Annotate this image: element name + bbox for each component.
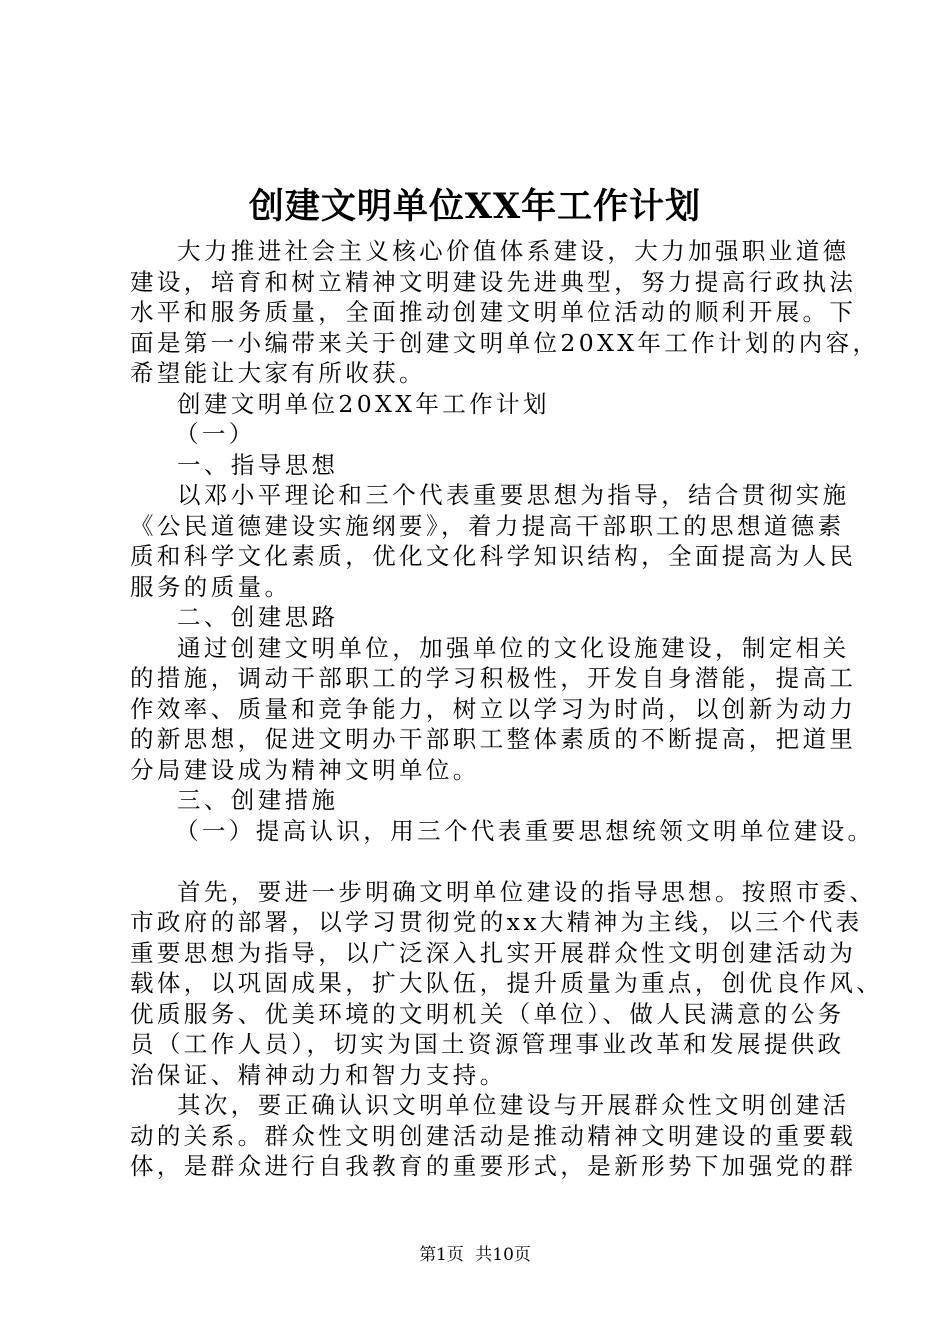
document-body — [130, 236, 884, 1182]
paragraph-line: 建设，培育和树立精神文明建设先进典型，努力提高行政执法 — [130, 267, 857, 296]
paragraph-line: 治保证、精神动力和智力支持。 — [130, 1060, 507, 1089]
paragraph-line: 通过创建文明单位，加强单位的文化设施建设，制定相关 — [177, 633, 850, 662]
paragraph-line: 员（工作人员），切实为国土资源管理事业改革和发展提供政 — [130, 1030, 845, 1058]
paragraph-line: 作效率、质量和竞争能力，树立以学习为时尚，以创新为动力 — [130, 694, 857, 723]
paragraph-line: 市政府的部署，以学习贯彻党的xx大精神为主线，以三个代表 — [130, 908, 863, 936]
section-heading: 三、创建措施 — [177, 786, 339, 814]
paragraph-line: 服务的质量。 — [130, 572, 292, 601]
paragraph-line: 分局建设成为精神文明单位。 — [130, 755, 480, 784]
paragraph-line: 首先，要进一步明确文明单位建设的指导思想。按照市委、 — [177, 877, 877, 906]
paragraph-line: 动的关系。群众性文明创建活动是推动精神文明建设的重要载 — [130, 1121, 857, 1150]
document-title: 创建文明单位XX年工作计划 — [248, 186, 702, 227]
section-heading: 一、指导思想 — [177, 450, 339, 479]
paragraph-line: 以邓小平理论和三个代表重要思想为指导，结合贯彻实施 — [177, 481, 850, 509]
paragraph-line: 大力推进社会主义核心价值体系建设，大力加强职业道德 — [177, 237, 850, 265]
paragraph-line: 质和科学文化素质，优化文化科学知识结构，全面提高为人民 — [130, 542, 857, 570]
plan-heading: 创建文明单位20XX年工作计划 — [177, 389, 550, 418]
paragraph-line: 重要思想为指导，以广泛深入扎实开展群众性文明创建活动为 — [130, 938, 857, 967]
subsection-heading: （一）提高认识，用三个代表重要思想统领文明单位建设。 — [175, 816, 875, 845]
paragraph-line: 的新思想，促进文明办干部职工整体素质的不断提高，把道里 — [130, 725, 857, 753]
paragraph-line: 载体，以巩固成果，扩大队伍，提升质量为重点，创优良作风、 — [130, 969, 884, 997]
paragraph-line: 《公民道德建设实施纲要》，着力提高干部职工的思想道德素 — [130, 511, 845, 540]
section-number: （一） — [175, 420, 256, 448]
paragraph-line: 体，是群众进行自我教育的重要形式，是新形势下加强党的群 — [130, 1152, 857, 1180]
page-number: 第1页 共10页 — [419, 1245, 531, 1265]
paragraph-line: 其次，要正确认识文明单位建设与开展群众性文明创建活 — [177, 1091, 850, 1119]
paragraph-line: 优质服务、优美环境的文明机关（单位）、做人民满意的公务 — [130, 999, 845, 1028]
paragraph-line: 面是第一小编带来关于创建文明单位20XX年工作计划的内容， — [130, 328, 880, 357]
section-heading: 二、创建思路 — [177, 603, 339, 631]
paragraph-line: 希望能让大家有所收获。 — [130, 359, 426, 387]
blank-line — [130, 846, 830, 877]
paragraph-line: 的措施，调动干部职工的学习积极性，开发自身潜能，提高工 — [130, 664, 857, 692]
paragraph-line: 水平和服务质量，全面推动创建文明单位活动的顺利开展。下 — [130, 298, 857, 326]
